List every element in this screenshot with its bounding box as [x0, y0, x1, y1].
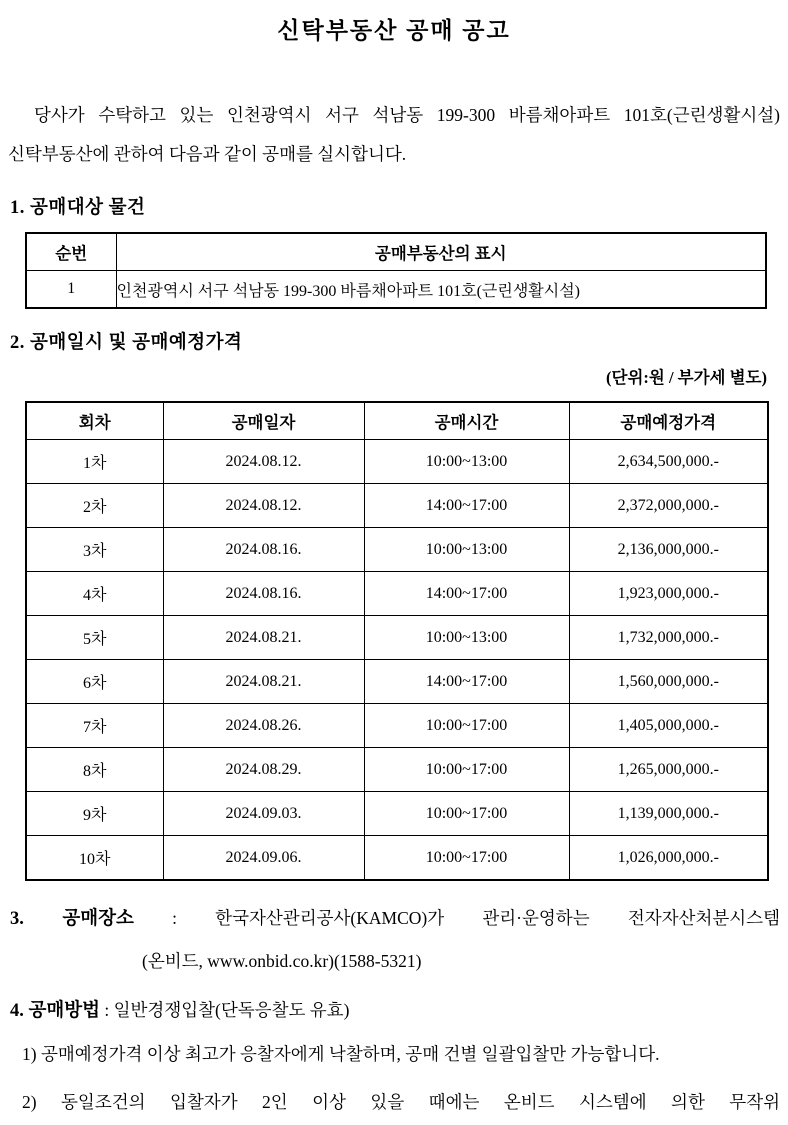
cell-price: 2,372,000,000.-: [569, 484, 768, 528]
table-row: [26, 271, 766, 309]
cell-time: 10:00~17:00: [364, 704, 569, 748]
cell-time: 10:00~13:00: [364, 440, 569, 484]
cell-date: 2024.08.16.: [163, 528, 364, 572]
section3-text: 한국자산관리공사(KAMCO)가 관리·운영하는 전자자산처분시스템: [215, 908, 780, 928]
cell-round: 1차: [26, 440, 163, 484]
section4-separator: :: [99, 1000, 114, 1020]
section4-text: 일반경쟁입찰(단독응찰도 유효): [113, 1000, 350, 1020]
cell-time: 14:00~17:00: [364, 572, 569, 616]
cell-round: 6차: [26, 660, 163, 704]
item-text: 공매예정가격 이상 최고가 응찰자에게 낙찰하며, 공매 건별 일괄입찰만 가능합니다.: [40, 1044, 660, 1064]
item-number: 1): [22, 1044, 37, 1064]
col-header-seq: 순번: [26, 233, 116, 271]
cell-time: 14:00~17:00: [364, 660, 569, 704]
cell-date: 2024.08.12.: [163, 440, 364, 484]
section4-item-2: [22, 1084, 780, 1121]
section4-item-1: [22, 1036, 780, 1073]
item-text: 동일조건의 입찰자가 2인 이상 있을 때에는 온비드 시스템에 의한 무작위: [61, 1092, 781, 1112]
cell-price: 1,405,000,000.-: [569, 704, 768, 748]
cell-time: 10:00~17:00: [364, 836, 569, 881]
cell-date: 2024.08.26.: [163, 704, 364, 748]
table-row: [26, 792, 768, 836]
table-header-row: [26, 233, 766, 271]
col-header-property: 공매부동산의 표시: [116, 233, 766, 271]
cell-price: 1,732,000,000.-: [569, 616, 768, 660]
table-row: [26, 748, 768, 792]
cell-date: 2024.08.21.: [163, 660, 364, 704]
cell-price: 2,634,500,000.-: [569, 440, 768, 484]
page-title: 신탁부동산 공매 공고: [277, 18, 511, 43]
cell-price: 1,026,000,000.-: [569, 836, 768, 881]
col-header-round: 회차: [26, 402, 163, 440]
cell-time: 10:00~13:00: [364, 528, 569, 572]
section4-line: [10, 997, 780, 1025]
auction-schedule-table: [25, 401, 769, 881]
cell-round: 4차: [26, 572, 163, 616]
cell-property: 인천광역시 서구 석남동 199-300 바름채아파트 101호(근린생활시설): [116, 271, 766, 309]
cell-time: 14:00~17:00: [364, 484, 569, 528]
cell-round: 9차: [26, 792, 163, 836]
cell-price: 1,139,000,000.-: [569, 792, 768, 836]
cell-date: 2024.09.03.: [163, 792, 364, 836]
cell-time: 10:00~17:00: [364, 792, 569, 836]
section3-line2: (온비드, www.onbid.co.kr)(1588-5321): [142, 951, 422, 971]
cell-time: 10:00~17:00: [364, 748, 569, 792]
cell-date: 2024.08.16.: [163, 572, 364, 616]
unit-note: (단위:원 / 부가세 별도): [606, 368, 767, 387]
table-row: [26, 660, 768, 704]
table-row: [26, 440, 768, 484]
section3-heading: 3. 공매장소: [10, 909, 134, 929]
table-row: [26, 528, 768, 572]
cell-price: 1,923,000,000.-: [569, 572, 768, 616]
table-row: [26, 572, 768, 616]
section3-line: [10, 905, 780, 933]
section4-heading: 4. 공매방법: [10, 1001, 100, 1021]
table-header-row: [26, 402, 768, 440]
auction-object-table: [25, 232, 767, 309]
cell-date: 2024.09.06.: [163, 836, 364, 881]
intro-paragraph: 당사가 수탁하고 있는 인천광역시 서구 석남동 199-300 바름채아파트 101호(근린생활시설) 신탁부동산에 관하여 다음과 같이 공매를 실시합니다.: [8, 105, 780, 164]
cell-time: 10:00~13:00: [364, 616, 569, 660]
item-number: 2): [22, 1092, 37, 1112]
cell-price: 2,136,000,000.-: [569, 528, 768, 572]
cell-price: 1,265,000,000.-: [569, 748, 768, 792]
cell-round: 7차: [26, 704, 163, 748]
cell-round: 2차: [26, 484, 163, 528]
table-row: [26, 704, 768, 748]
table-row: [26, 616, 768, 660]
col-header-time: 공매시간: [364, 402, 569, 440]
cell-round: 10차: [26, 836, 163, 881]
cell-price: 1,560,000,000.-: [569, 660, 768, 704]
cell-date: 2024.08.21.: [163, 616, 364, 660]
cell-round: 3차: [26, 528, 163, 572]
col-header-price: 공매예정가격: [569, 402, 768, 440]
cell-round: 5차: [26, 616, 163, 660]
section3-separator: :: [133, 908, 216, 928]
cell-seq: 1: [26, 271, 116, 309]
col-header-date: 공매일자: [163, 402, 364, 440]
section2-heading: 2. 공매일시 및 공매예정가격: [10, 333, 243, 353]
cell-date: 2024.08.29.: [163, 748, 364, 792]
section1-heading: 1. 공매대상 물건: [10, 198, 146, 218]
table-row: [26, 484, 768, 528]
cell-date: 2024.08.12.: [163, 484, 364, 528]
cell-round: 8차: [26, 748, 163, 792]
table-row: [26, 836, 768, 881]
